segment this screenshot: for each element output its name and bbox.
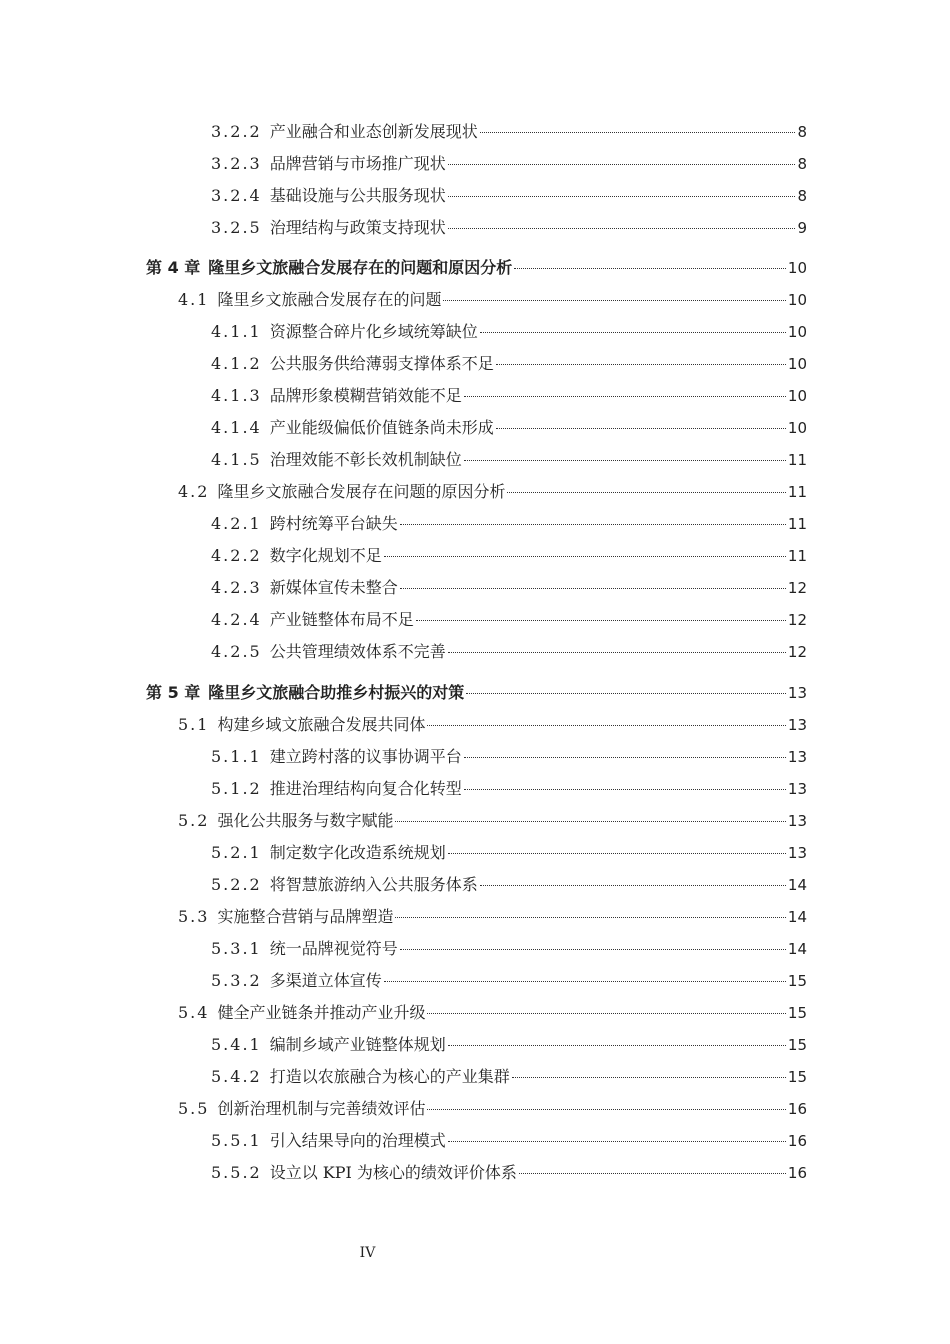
toc-entry-page: 13 <box>787 684 807 702</box>
toc-entry-number: 第 5 章 <box>146 683 201 702</box>
dot-leader <box>384 981 786 982</box>
toc-entry-page: 11 <box>787 515 807 533</box>
dot-leader <box>384 556 786 557</box>
toc-entry-number: 5.5.2 <box>211 1163 262 1182</box>
toc-entry-title: 隆里乡文旅融合发展存在问题的原因分析 <box>217 482 506 501</box>
toc-entry-number: 5.2.2 <box>211 875 262 894</box>
toc-entry-5-4[interactable] <box>178 1001 807 1025</box>
toc-entry-page: 14 <box>787 908 807 926</box>
toc-entry-3-2-5[interactable] <box>211 216 807 240</box>
toc-entry-4-1[interactable] <box>178 288 807 312</box>
toc-entry-page: 12 <box>787 643 807 661</box>
dot-leader <box>427 725 785 726</box>
toc-entry-title: 打造以农旅融合为核心的产业集群 <box>269 1067 510 1086</box>
dot-leader <box>519 1173 786 1174</box>
toc-entry-page: 10 <box>787 291 807 309</box>
toc-entry-title: 强化公共服务与数字赋能 <box>217 811 394 830</box>
toc-entry-page: 13 <box>787 748 807 766</box>
toc-entry-page: 14 <box>787 876 807 894</box>
dot-leader <box>464 460 786 461</box>
toc-entry-5-1[interactable] <box>178 713 807 737</box>
toc-entry-title: 制定数字化改造系统规划 <box>269 843 446 862</box>
toc-entry-page: 11 <box>787 451 807 469</box>
toc-entry-4-2-3[interactable] <box>211 576 807 600</box>
toc-entry-page: 10 <box>787 323 807 341</box>
toc-entry-title: 多渠道立体宣传 <box>269 971 382 990</box>
dot-leader <box>448 164 796 165</box>
toc-entry-title: 隆里乡文旅融合发展存在的问题和原因分析 <box>208 258 513 277</box>
toc-entry-number: 4.2.4 <box>211 610 262 629</box>
dot-leader <box>464 396 786 397</box>
toc-entry-4-1-2[interactable] <box>211 352 807 376</box>
dot-leader <box>400 949 786 950</box>
toc-entry-title: 健全产业链条并推动产业升级 <box>217 1003 426 1022</box>
dot-leader <box>427 1109 785 1110</box>
dot-leader <box>448 853 786 854</box>
toc-chapter-4[interactable] <box>146 256 807 280</box>
toc-entry-number: 4.1.2 <box>211 354 262 373</box>
dot-leader <box>448 196 796 197</box>
toc-entry-title: 创新治理机制与完善绩效评估 <box>217 1099 426 1118</box>
toc-entry-title: 实施整合营销与品牌塑造 <box>217 907 394 926</box>
toc-entry-number: 4.1.5 <box>211 450 262 469</box>
toc-entry-number: 3.2.4 <box>211 186 262 205</box>
dot-leader <box>466 693 786 694</box>
dot-leader <box>496 364 786 365</box>
toc-entry-page: 16 <box>787 1164 807 1182</box>
toc-entry-page: 16 <box>787 1100 807 1118</box>
toc-entry-4-2-2[interactable] <box>211 544 807 568</box>
toc-entry-title: 资源整合碎片化乡域统筹缺位 <box>269 322 478 341</box>
toc-entry-number: 5.1 <box>178 715 210 734</box>
dot-leader <box>448 1141 786 1142</box>
toc-entry-title: 新媒体宣传未整合 <box>269 578 398 597</box>
toc-entry-number: 3.2.5 <box>211 218 262 237</box>
toc-entry-number: 4.2.2 <box>211 546 262 565</box>
toc-entry-page: 15 <box>787 1068 807 1086</box>
toc-entry-title: 跨村统筹平台缺失 <box>269 514 398 533</box>
toc-entry-page: 8 <box>797 155 807 173</box>
toc-entry-4-2-4[interactable] <box>211 608 807 632</box>
toc-entry-5-2-2[interactable] <box>211 873 807 897</box>
toc-entry-number: 5.3 <box>178 907 210 926</box>
toc-entry-4-1-3[interactable] <box>211 384 807 408</box>
toc-entry-5-3[interactable] <box>178 905 807 929</box>
dot-leader <box>464 757 786 758</box>
toc-entry-page: 10 <box>787 387 807 405</box>
toc-entry-page: 12 <box>787 611 807 629</box>
toc-entry-page: 16 <box>787 1132 807 1150</box>
toc-entry-5-5-2[interactable] <box>211 1161 807 1185</box>
toc-entry-title: 品牌营销与市场推广现状 <box>269 154 446 173</box>
toc-entry-number: 5.4 <box>178 1003 210 1022</box>
dot-leader <box>416 620 786 621</box>
dot-leader <box>480 132 796 133</box>
toc-entry-title: 隆里乡文旅融合助推乡村振兴的对策 <box>208 683 465 702</box>
toc-entry-page: 13 <box>787 780 807 798</box>
toc-entry-title: 公共服务供给薄弱支撑体系不足 <box>269 354 494 373</box>
dot-leader <box>427 1013 785 1014</box>
toc-entry-number: 3.2.2 <box>211 122 262 141</box>
toc-entry-4-1-1[interactable] <box>211 320 807 344</box>
dot-leader <box>514 268 786 269</box>
toc-entry-page: 14 <box>787 940 807 958</box>
dot-leader <box>448 1045 786 1046</box>
dot-leader <box>400 524 786 525</box>
toc-entry-number: 4.1.3 <box>211 386 262 405</box>
toc-entry-number: 4.2.1 <box>211 514 262 533</box>
toc-entry-5-3-2[interactable] <box>211 969 807 993</box>
toc-entry-number: 4.2 <box>178 482 210 501</box>
dot-leader <box>480 885 786 886</box>
toc-entry-number: 5.1.1 <box>211 747 262 766</box>
toc-entry-5-5[interactable] <box>178 1097 807 1121</box>
toc-entry-number: 5.4.1 <box>211 1035 262 1054</box>
toc-entry-title: 编制乡域产业链整体规划 <box>269 1035 446 1054</box>
toc-entry-page: 13 <box>787 716 807 734</box>
toc-entry-4-1-4[interactable] <box>211 416 807 440</box>
toc-entry-title: 治理效能不彰长效机制缺位 <box>269 450 462 469</box>
toc-entry-3-2-3[interactable] <box>211 152 807 176</box>
dot-leader <box>448 228 796 229</box>
toc-entry-number: 5.2.1 <box>211 843 262 862</box>
toc-entry-page: 10 <box>787 419 807 437</box>
toc-entry-title: 建立跨村落的议事协调平台 <box>269 747 462 766</box>
dot-leader <box>448 652 786 653</box>
dot-leader <box>512 1077 786 1078</box>
toc-entry-4-2-5[interactable] <box>211 640 807 664</box>
toc-entry-5-3-1[interactable] <box>211 937 807 961</box>
dot-leader <box>400 588 786 589</box>
toc-entry-4-1-5[interactable] <box>211 448 807 472</box>
toc-entry-number: 5.5.1 <box>211 1131 262 1150</box>
toc-entry-5-4-2[interactable] <box>211 1065 807 1089</box>
dot-leader <box>443 300 785 301</box>
toc-entry-title: 统一品牌视觉符号 <box>269 939 398 958</box>
toc-entry-5-1-2[interactable] <box>211 777 807 801</box>
toc-chapter-5[interactable] <box>146 681 807 705</box>
dot-leader <box>395 821 785 822</box>
toc-entry-5-2[interactable] <box>178 809 807 833</box>
toc-entry-number: 3.2.3 <box>211 154 262 173</box>
toc-entry-title: 基础设施与公共服务现状 <box>269 186 446 205</box>
dot-leader <box>507 492 785 493</box>
toc-entry-title: 产业链整体布局不足 <box>269 610 414 629</box>
toc-entry-page: 12 <box>787 579 807 597</box>
dot-leader <box>464 789 786 790</box>
toc-entry-4-2[interactable] <box>178 480 807 504</box>
toc-entry-number: 5.5 <box>178 1099 210 1118</box>
toc-entry-3-2-2[interactable] <box>211 120 807 144</box>
toc-entry-number: 第 4 章 <box>146 258 201 277</box>
toc-entry-page: 13 <box>787 844 807 862</box>
toc-entry-page: 9 <box>797 219 807 237</box>
toc-entry-number: 5.1.2 <box>211 779 262 798</box>
toc-entry-number: 5.2 <box>178 811 210 830</box>
toc-entry-number: 4.2.5 <box>211 642 262 661</box>
toc-entry-title: 推进治理结构向复合化转型 <box>269 779 462 798</box>
dot-leader <box>496 428 786 429</box>
toc-entry-page: 13 <box>787 812 807 830</box>
toc-entry-3-2-4[interactable] <box>211 184 807 208</box>
toc-entry-page: 11 <box>787 547 807 565</box>
toc-entry-5-2-1[interactable] <box>211 841 807 865</box>
toc-entry-5-4-1[interactable] <box>211 1033 807 1057</box>
toc-entry-title: 隆里乡文旅融合发展存在的问题 <box>217 290 442 309</box>
toc-entry-number: 4.2.3 <box>211 578 262 597</box>
toc-entry-number: 5.3.1 <box>211 939 262 958</box>
toc-entry-number: 4.1.4 <box>211 418 262 437</box>
toc-entry-4-2-1[interactable] <box>211 512 807 536</box>
dot-leader <box>395 917 785 918</box>
toc-entry-number: 4.1.1 <box>211 322 262 341</box>
toc-entry-number: 5.3.2 <box>211 971 262 990</box>
toc-entry-page: 15 <box>787 1036 807 1054</box>
toc-entry-5-5-1[interactable] <box>211 1129 807 1153</box>
toc-entry-title: 设立以 KPI 为核心的绩效评价体系 <box>269 1163 517 1182</box>
toc-entry-title: 治理结构与政策支持现状 <box>269 218 446 237</box>
toc-entry-title: 品牌形象模糊营销效能不足 <box>269 386 462 405</box>
page-number: IV <box>359 1245 376 1261</box>
toc-entry-title: 公共管理绩效体系不完善 <box>269 642 446 661</box>
toc-entry-title: 将智慧旅游纳入公共服务体系 <box>269 875 478 894</box>
toc-entry-5-1-1[interactable] <box>211 745 807 769</box>
toc-entry-page: 15 <box>787 1004 807 1022</box>
toc-entry-page: 10 <box>787 259 807 277</box>
toc-entry-page: 15 <box>787 972 807 990</box>
toc-entry-title: 构建乡域文旅融合发展共同体 <box>217 715 426 734</box>
toc-entry-number: 4.1 <box>178 290 210 309</box>
toc-entry-title: 数字化规划不足 <box>269 546 382 565</box>
toc-entry-number: 5.4.2 <box>211 1067 262 1086</box>
toc-entry-title: 产业能级偏低价值链条尚未形成 <box>269 418 494 437</box>
dot-leader <box>480 332 786 333</box>
toc-entry-page: 11 <box>787 483 807 501</box>
toc-entry-page: 8 <box>797 123 807 141</box>
toc-entry-page: 10 <box>787 355 807 373</box>
toc-entry-title: 引入结果导向的治理模式 <box>269 1131 446 1150</box>
toc-entry-page: 8 <box>797 187 807 205</box>
toc-entry-title: 产业融合和业态创新发展现状 <box>269 122 478 141</box>
